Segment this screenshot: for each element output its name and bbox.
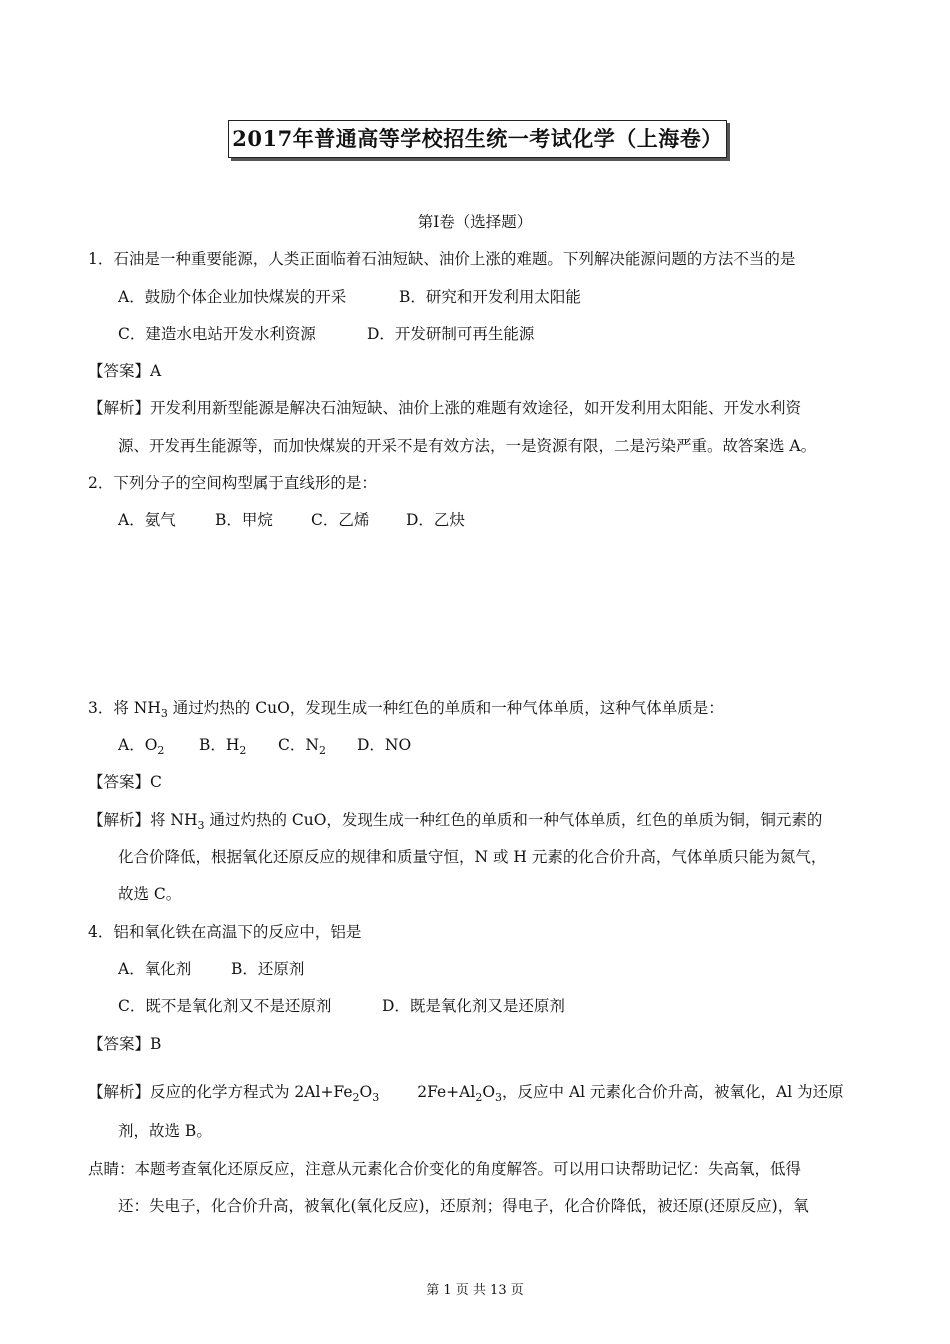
q3-analysis-line-1 — [88, 808, 822, 830]
q4-subscript: 2 — [352, 1091, 360, 1104]
q3-option-a-text: A．O — [118, 736, 158, 754]
q3-option-a-subscript: 2 — [157, 744, 165, 757]
q3-option-c-text: C．N — [278, 736, 319, 754]
q3-answer: 【答案】C — [88, 773, 162, 791]
q3-option-b-subscript: 2 — [239, 744, 247, 757]
q4-subscript: 3 — [495, 1091, 503, 1104]
q4-option-b: B．还原剂 — [231, 960, 305, 978]
q3-analysis-text-rest: 通过灼热的 CuO，发现生成一种红色的单质和一种气体单质，红色的单质为铜，铜元素的 — [204, 811, 823, 829]
q3-analysis-line-2: 化合价降低，根据氧化还原反应的规律和质量守恒，N 或 H 元素的化合价升高，气体单质只能为氮气， — [118, 848, 827, 866]
q3-analysis-text: 【解析】将 NH — [88, 811, 198, 829]
document-title: 2017年普通高等学校招生统一考试化学（上海卷） — [228, 120, 727, 158]
q2-option-d: D．乙炔 — [406, 511, 465, 529]
q1-analysis-line-1: 【解析】开发利用新型能源是解决石油短缺、油价上涨的难题有效途径，如开发利用太阳能、开发水利资 — [88, 399, 802, 417]
q1-option-c: C．建造水电站开发水利资源 — [118, 325, 316, 343]
q4-subscript: 2 — [475, 1091, 483, 1104]
q4-option-a: A．氧化剂 — [118, 960, 192, 978]
q3-stem-text-rest: 通过灼热的 CuO，发现生成一种红色的单质和一种气体单质，这种气体单质是： — [167, 699, 724, 717]
q4-equation-text: O — [359, 1083, 373, 1101]
q3-option-b-text: B．H — [199, 736, 240, 754]
q4-analysis-line-2: 剂，故选 B。 — [118, 1122, 212, 1140]
q4-equation-products: 2Fe+Al — [417, 1083, 476, 1101]
q2-option-c: C．乙烯 — [311, 511, 370, 529]
page-footer: 第 1 页 共 13 页 — [426, 1283, 524, 1298]
q2-option-a: A．氨气 — [118, 511, 176, 529]
q1-stem: 1．石油是一种重要能源，人类正面临着石油短缺、油价上涨的难题。下列解决能源问题的方法不当的是 — [88, 250, 796, 268]
q3-stem-subscript: 3 — [160, 707, 168, 720]
q4-equation-reactants: 【解析】反应的化学方程式为 2Al+Fe — [88, 1083, 353, 1101]
q3-option-d: D．NO — [357, 736, 412, 754]
note-line-1: 点睛：本题考查氧化还原反应，注意从元素化合价变化的角度解答。可以用口诀帮助记忆：失高氧，低得 — [88, 1160, 802, 1178]
q1-analysis-line-2: 源、开发再生能源等，而加快煤炭的开采不是有效方法，一是资源有限，二是污染严重。故答案选 A。 — [118, 437, 817, 455]
q4-answer: 【答案】B — [88, 1035, 162, 1053]
q4-analysis-text: ，反应中 Al 元素化合价升高，被氧化，Al 为还原 — [502, 1083, 844, 1101]
q4-option-d: D．既是氧化剂又是还原剂 — [382, 997, 565, 1015]
q3-analysis-line-3: 故选 C。 — [118, 885, 182, 903]
q3-stem-text: 3．将 NH — [88, 699, 161, 717]
q1-answer: 【答案】A — [88, 362, 162, 380]
q4-subscript: 3 — [372, 1091, 380, 1104]
q4-analysis-line-1 — [88, 1080, 844, 1102]
q3-option-c-subscript: 2 — [318, 744, 326, 757]
q4-option-c: C．既不是氧化剂又不是还原剂 — [118, 997, 332, 1015]
q1-option-a: A．鼓励个体企业加快煤炭的开采 — [118, 288, 347, 306]
q3-option-a — [118, 733, 164, 755]
q1-option-d: D．开发研制可再生能源 — [367, 325, 535, 343]
q4-equation-text: O — [482, 1083, 496, 1101]
section-heading: 第Ⅰ卷（选择题） — [417, 213, 533, 231]
q3-option-b — [199, 733, 246, 755]
q2-stem: 2．下列分子的空间构型属于直线形的是： — [88, 474, 377, 492]
q3-stem — [88, 696, 724, 718]
q3-option-c — [278, 733, 326, 755]
q2-option-b: B．甲烷 — [215, 511, 273, 529]
q4-stem: 4．铝和氧化铁在高温下的反应中，铝是 — [88, 923, 362, 941]
note-line-2: 还：失电子，化合价升高，被氧化(氧化反应)，还原剂；得电子，化合价降低，被还原(还原反应)，氧 — [118, 1197, 809, 1215]
q3-analysis-subscript: 3 — [197, 819, 205, 832]
q1-option-b: B．研究和开发利用太阳能 — [399, 288, 581, 306]
